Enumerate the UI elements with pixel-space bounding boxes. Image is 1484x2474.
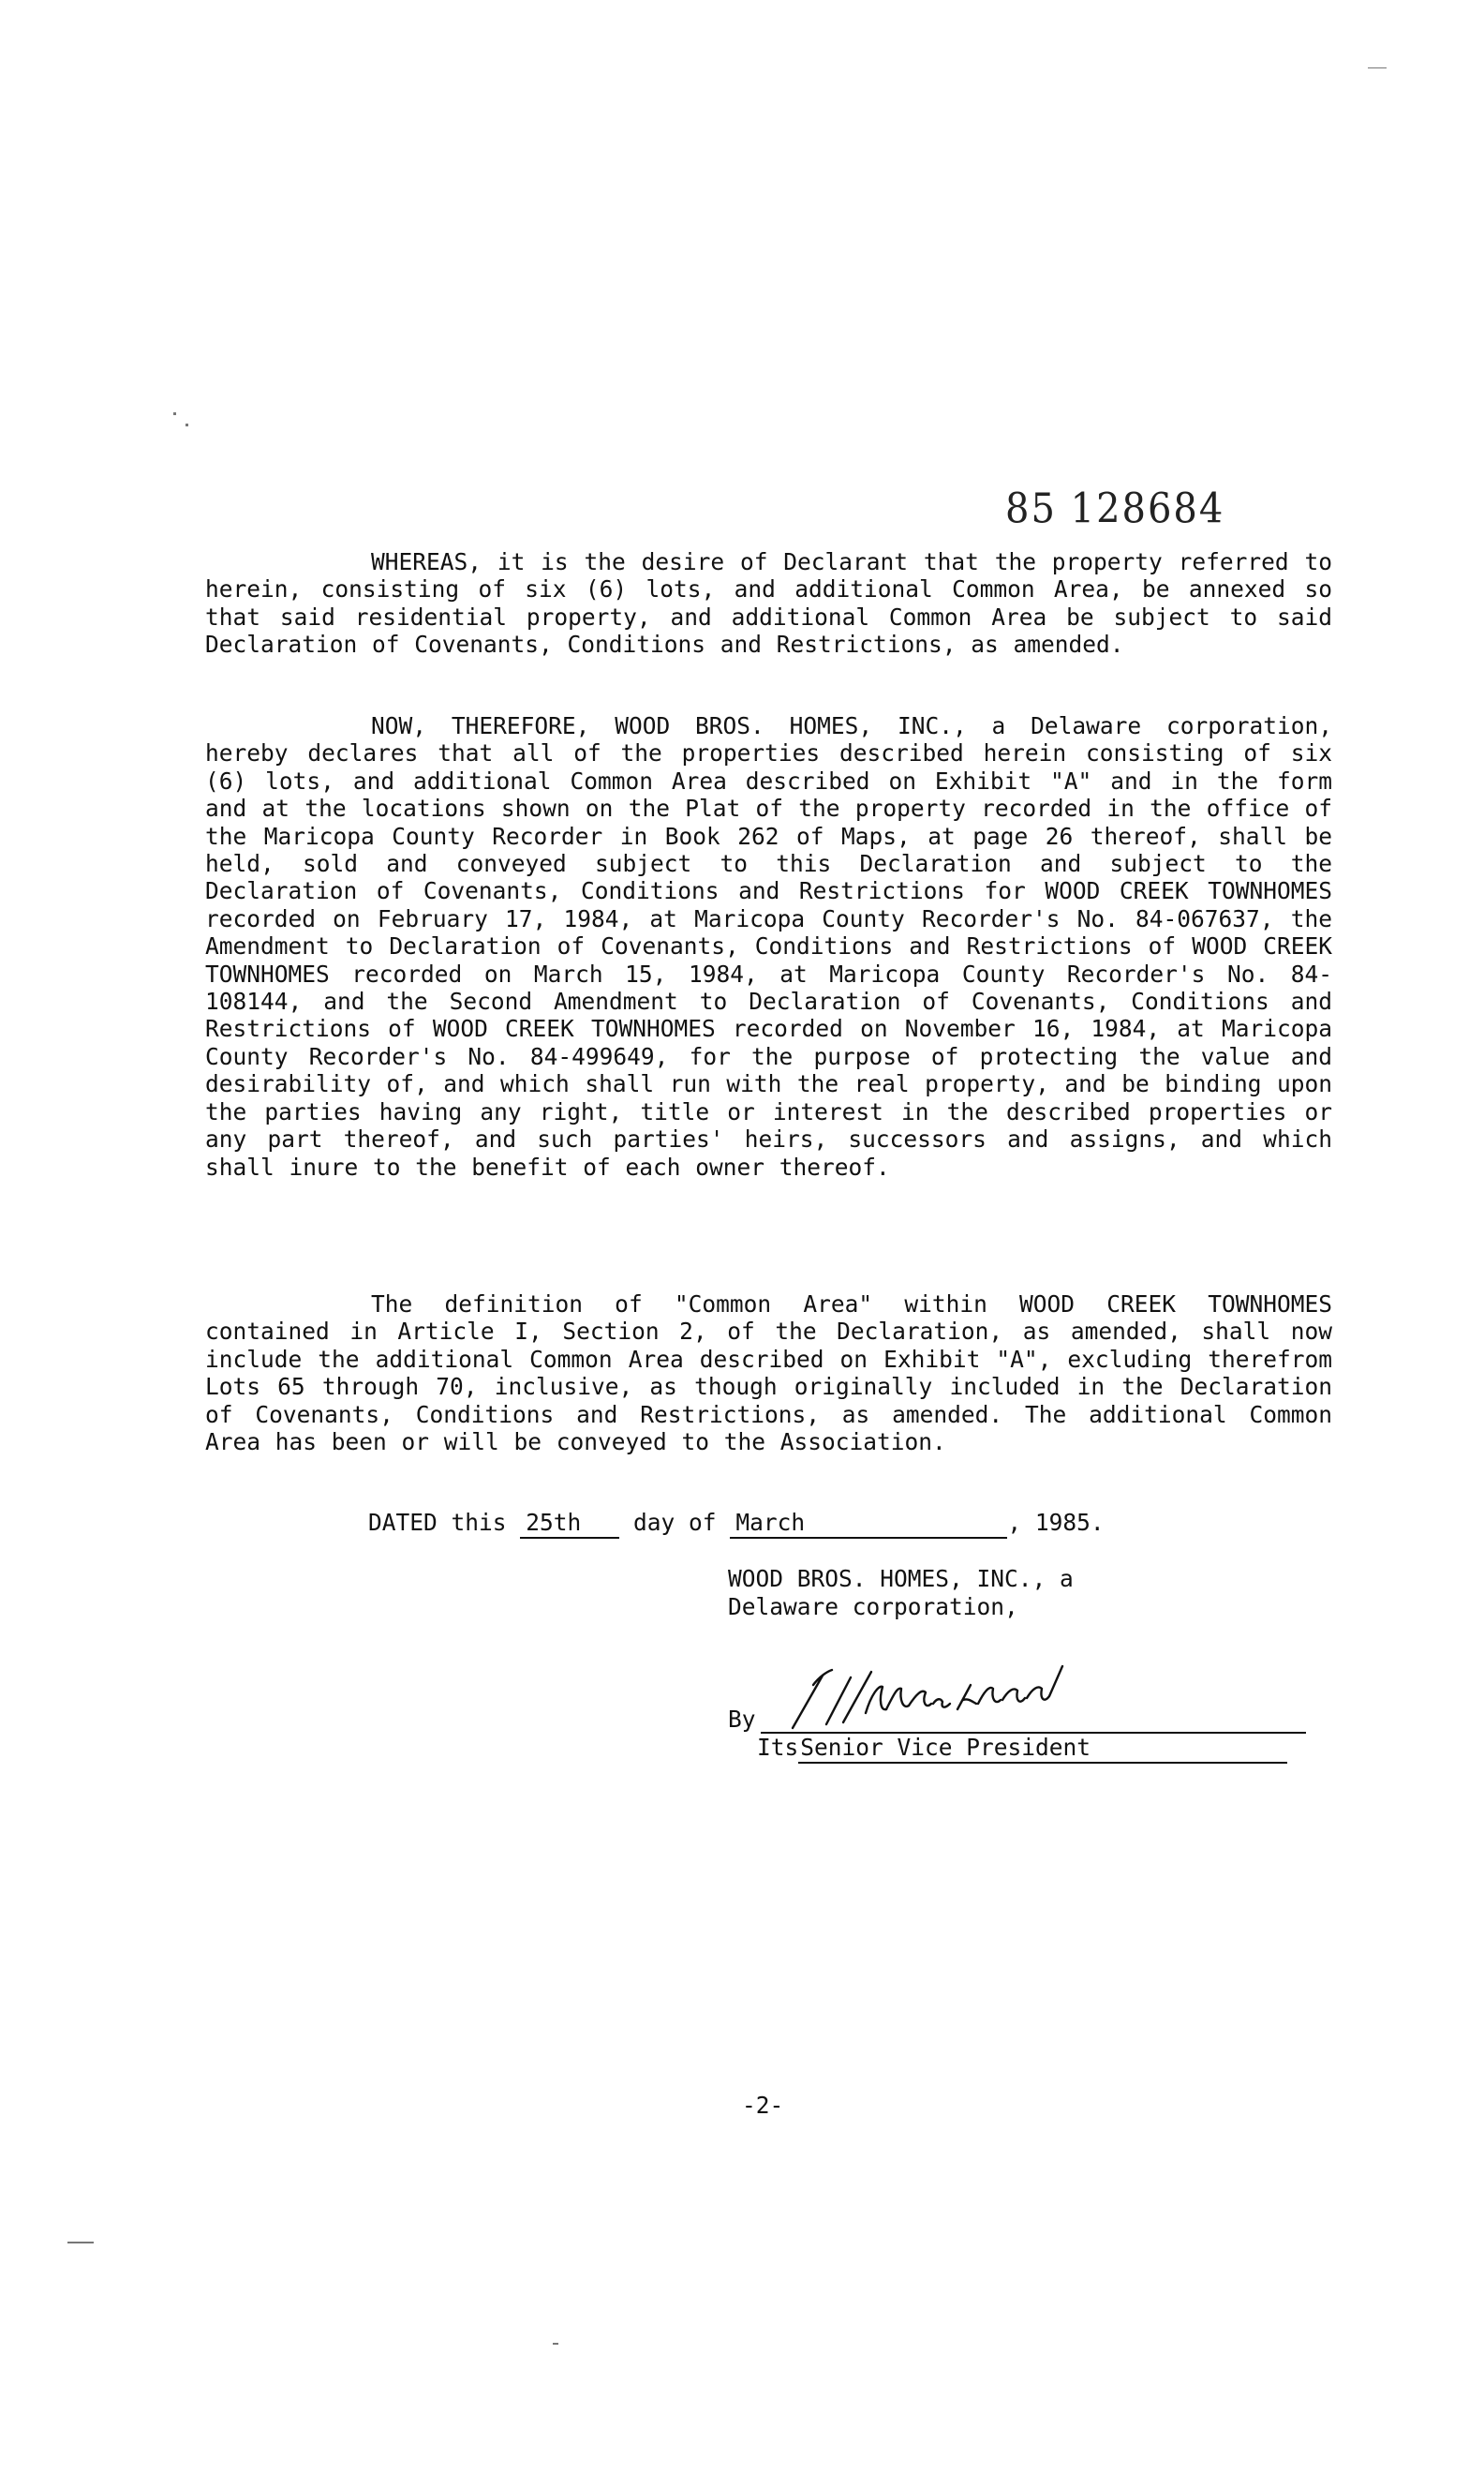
dated-month: March: [730, 1509, 1007, 1539]
corporation-block: [728, 1565, 1074, 1621]
handwritten-signature: [785, 1657, 1141, 1732]
paragraph-whereas: WHEREAS, it is the desire of Declarant that the property referred to herein, consisting of six (6) lots, and additional Common Area, be annexed so that said residential property, and additional Common Area be subject to said Declaration of Covenants, Conditions and Restrictions, as amended.: [205, 548, 1332, 659]
recording-number: 85 128684: [1005, 484, 1225, 533]
dated-day: 25th: [520, 1509, 619, 1539]
paragraph-common-area-definition: The definition of "Common Area" within WOOD CREEK TOWNHOMES contained in Article I, Section 2, of the Declaration, as amended, shall now include the additional Common Area described on Exhibit "A", excluding therefrom Lots 65 through 70, inclusive, as though originally included in the Declaration of Covenants, Conditions and Restrictions, as amended. The additional Common Area has been or will be conveyed to the Association.: [205, 1290, 1332, 1456]
dated-prefix: DATED this: [368, 1509, 507, 1536]
scan-speck: [553, 2343, 558, 2345]
scan-speck: [1368, 67, 1387, 68]
paragraph-now-therefore: NOW, THEREFORE, WOOD BROS. HOMES, INC., a Delaware corporation, hereby declares that all of the properties described herein consisting of six (6) lots, and additional Common Area described on Exhibit "A" and in the form and at the locations shown on the Plat of the property recorded in the office of the Maricopa County Recorder in Book 262 of Maps, at page 26 thereof, shall be held, sold and conveyed subject to this Declaration and subject to the Declaration of Covenants, Conditions and Restrictions for WOOD CREEK TOWNHOMES recorded on February 17, 1984, at Maricopa County Recorder's No. 84-067637, the Amendment to Declaration of Covenants, Conditions and Restrictions of WOOD CREEK TOWNHOMES recorded on March 15, 1984, at Maricopa County Recorder's No. 84-108144, and the Second Amendment to Declaration of Covenants, Conditions and Restrictions of WOOD CREEK TOWNHOMES recorded on November 16, 1984, at Maricopa County Recorder's No. 84-499649, for the purpose of protecting the value and desirability of, and which shall run with the real property, and be binding upon the parties having any right, title or interest in the described properties or any part thereof, and such parties' heirs, successors and assigns, and which shall inure to the benefit of each owner thereof.: [205, 712, 1332, 1181]
scan-speck: [186, 424, 188, 426]
corporation-line-1: WOOD BROS. HOMES, INC., a: [728, 1565, 1074, 1592]
scan-speck: [67, 2242, 94, 2243]
signer-title-line: [757, 1734, 1287, 1764]
dated-line: [368, 1509, 1105, 1539]
signer-title: Senior Vice President: [798, 1734, 1287, 1764]
by-label: By: [728, 1706, 756, 1733]
page-number: -2-: [742, 2092, 784, 2119]
dated-year: , 1985.: [1007, 1509, 1105, 1536]
dated-middle: day of: [633, 1509, 717, 1536]
scan-speck: [173, 412, 176, 415]
title-prefix: Its: [757, 1734, 799, 1761]
corporation-line-2: Delaware corporation,: [728, 1593, 1018, 1620]
